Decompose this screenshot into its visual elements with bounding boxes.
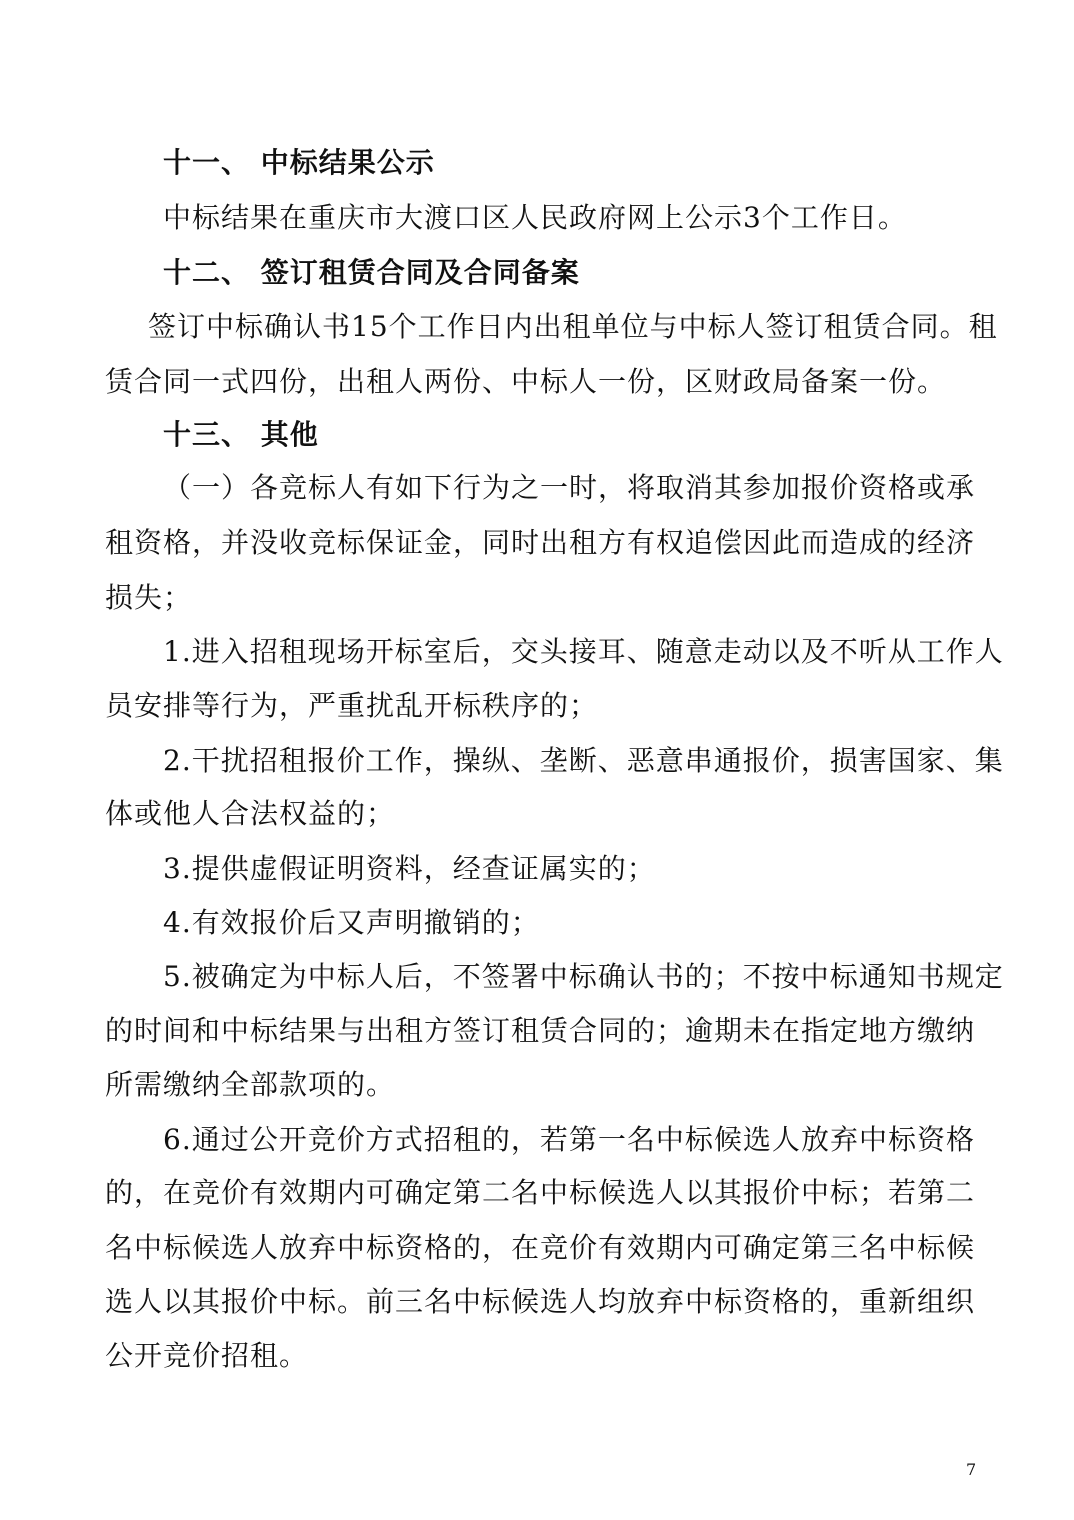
paragraph-line: 租资格，并没收竞标保证金，同时出租方有权追偿因此而造成的经济 — [105, 526, 976, 559]
list-item-6: 6.通过公开竞价方式招租的，若第一名中标候选人放弃中标资格 — [163, 1123, 975, 1156]
list-item-6-continued: 选人以其报价中标。前三名中标候选人均放弃中标资格的，重新组织 — [105, 1285, 976, 1318]
list-item-3: 3.提供虚假证明资料，经查证属实的； — [163, 852, 656, 885]
paragraph-line: 损失； — [105, 581, 193, 614]
list-item-2: 2.干扰招租报价工作，操纵、垄断、恶意串通报价，损害国家、集 — [163, 744, 1004, 777]
list-item-5-continued: 的时间和中标结果与出租方签订租赁合同的；逾期未在指定地方缴纳 — [105, 1014, 976, 1047]
paragraph-line: 签订中标确认书15个工作日内出租单位与中标人签订租赁合同。租 — [148, 310, 998, 343]
list-item-2-continued: 体或他人合法权益的； — [105, 797, 396, 830]
section-heading-13: 十三、 其他 — [163, 418, 319, 451]
list-item-6-continued: 名中标候选人放弃中标资格的，在竞价有效期内可确定第三名中标候 — [105, 1231, 976, 1264]
list-item-5-continued: 所需缴纳全部款项的。 — [105, 1068, 396, 1101]
paragraph-line: （一）各竞标人有如下行为之一时，将取消其参加报价资格或承 — [163, 471, 976, 504]
list-item-5: 5.被确定为中标人后，不签署中标确认书的；不按中标通知书规定 — [163, 960, 1004, 993]
page-number: 7 — [966, 1460, 977, 1479]
list-item-6-continued: 的，在竞价有效期内可确定第二名中标候选人以其报价中标；若第二 — [105, 1176, 976, 1209]
list-item-1: 1.进入招租现场开标室后，交头接耳、随意走动以及不听从工作人 — [163, 635, 1004, 668]
list-item-6-continued: 公开竞价招租。 — [105, 1339, 309, 1372]
list-item-4: 4.有效报价后又声明撤销的； — [163, 906, 540, 939]
section-heading-12: 十二、 签订租赁合同及合同备案 — [163, 256, 580, 289]
section-heading-11: 十一、 中标结果公示 — [163, 146, 435, 179]
paragraph-bid-result-publicity: 中标结果在重庆市大渡口区人民政府网上公示3个工作日。 — [163, 201, 907, 234]
paragraph-line: 赁合同一式四份，出租人两份、中标人一份，区财政局备案一份。 — [105, 365, 947, 398]
list-item-1-continued: 员安排等行为，严重扰乱开标秩序的； — [105, 689, 599, 722]
